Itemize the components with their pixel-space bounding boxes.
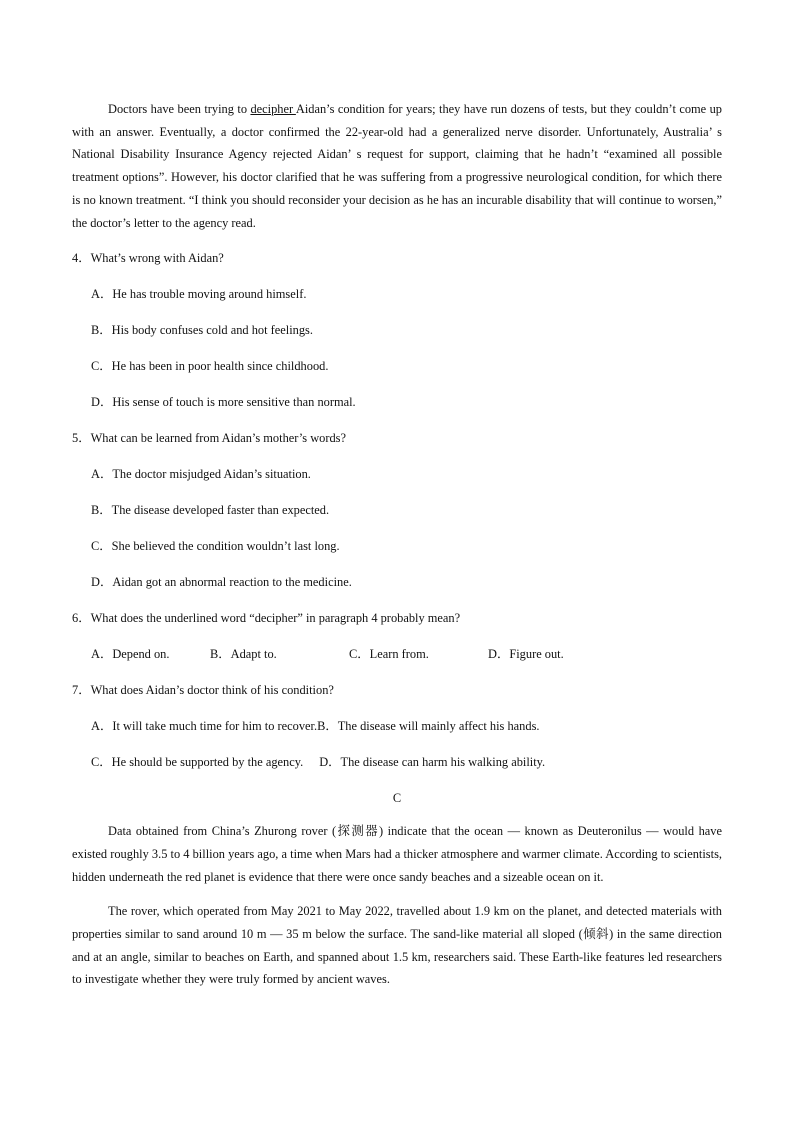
section-c-heading: C — [392, 791, 402, 806]
passage-b-paragraph — [72, 98, 722, 234]
question-4-stem: 4．What’s wrong with Aidan? — [72, 251, 224, 266]
question-7-option-d: D．The disease can harm his walking ability. — [319, 755, 546, 770]
question-6-stem: 6．What does the underlined word “decipher” in paragraph 4 probably mean? — [72, 611, 461, 626]
question-7-option-a: A．It will take much time for him to recover. — [91, 719, 318, 734]
question-5-option-a: A．The doctor misjudged Aidan’s situation. — [91, 467, 311, 482]
question-4-option-a: A．He has trouble moving around himself. — [91, 287, 307, 302]
question-6-option-d: D．Figure out. — [488, 647, 564, 662]
question-7-options-row-2 — [91, 750, 722, 774]
question-7-stem: 7．What does Aidan’s doctor think of his condition? — [72, 683, 334, 698]
passage-c-paragraph-2: The rover, which operated from May 2021 to May 2022, travelled about 1.9 km on the planet, and detected materials with properties similar to sand around 10 m — 35 m below the surface. The sand-like material all sloped (倾斜) in the same direction and at an angle, similar to beaches on Earth, and spanned about 1.5 km, researchers said. These Earth-like features led researchers to investigate whether they were truly formed by ancient waves. — [72, 904, 722, 987]
question-5-option-b: B．The disease developed faster than expected. — [91, 503, 330, 518]
question-6-options-row — [91, 642, 722, 666]
question-5-option-d: D．Aidan got an abnormal reaction to the medicine. — [91, 575, 352, 590]
document-page — [72, 98, 722, 991]
paragraph-text-after: Aidan’s condition for years; they have run dozens of tests, but they couldn’t come up with an answer. Eventually, a doctor confirmed the 22-year-old had a generalized nerve disorder. Unfortunately, Australia’ s National Disability Insurance Agency rejected Aidan’ s request for support, claiming that he hadn’t “examined all possible treatment options”. However, his doctor clarified that he was suffering from a progressive neurological condition, for which there is no known treatment. “I think you should reconsider your decision as he has an incurable disability that will continue to worsen,” the doctor’s letter to the agency read. — [72, 102, 722, 230]
question-6-option-a: A．Depend on. — [91, 647, 170, 662]
paragraph-text-before: Doctors have been trying to — [108, 102, 251, 116]
passage-c-paragraph-1: Data obtained from China’s Zhurong rover (探测器) indicate that the ocean — known as Deuteronilus — would have existed roughly 3.5 to 4 billion years ago, a time when Mars had a thicker atmosphere and warmer climate. According to scientists, hidden underneath the red planet is evidence that there were once sandy beaches and a sizeable ocean on it. — [72, 824, 722, 884]
question-6-option-c: C．Learn from. — [349, 647, 429, 662]
question-5-option-c: C．She believed the condition wouldn’t last long. — [91, 539, 340, 554]
question-4-option-b: B．His body confuses cold and hot feelings. — [91, 323, 313, 338]
question-7-option-b: B．The disease will mainly affect his hands. — [317, 719, 540, 734]
question-7-options-row-1 — [91, 714, 722, 738]
underlined-word-decipher: decipher — [250, 102, 296, 116]
question-4-option-d: D．His sense of touch is more sensitive than normal. — [91, 395, 356, 410]
question-6-option-b: B．Adapt to. — [210, 647, 277, 662]
question-5-stem: 5．What can be learned from Aidan’s mother’s words? — [72, 431, 347, 446]
question-7-option-c: C．He should be supported by the agency. — [91, 755, 304, 770]
question-4-option-c: C．He has been in poor health since childhood. — [91, 359, 329, 374]
